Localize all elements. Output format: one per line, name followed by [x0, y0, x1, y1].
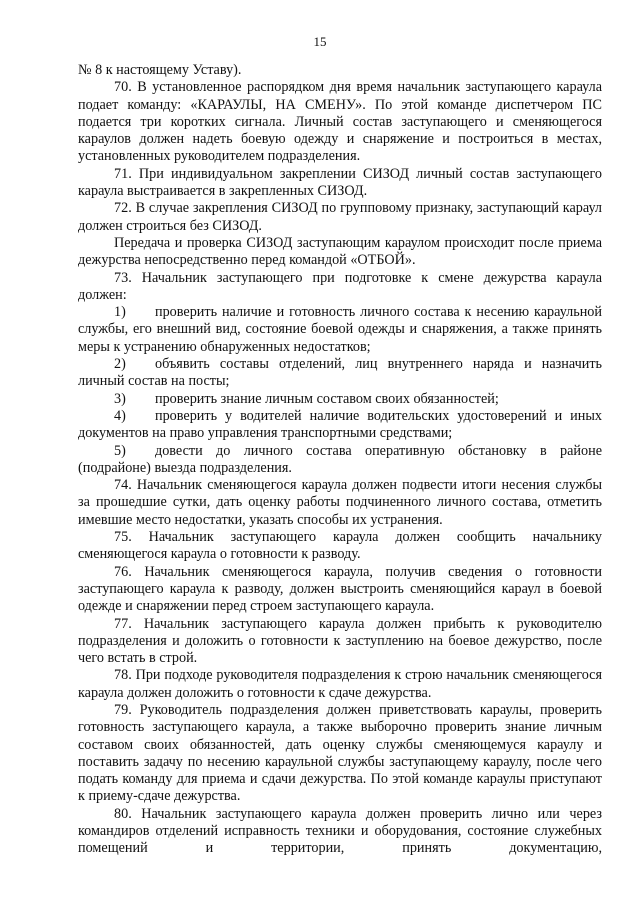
list-item-5	[78, 443, 602, 478]
list-item-number: 2)	[114, 356, 126, 373]
paragraph-76: 76. Начальник сменяющегося караула, получив сведения о готовности заступающего караула к разводу, должен выстроить сменяющийся караул в боевой одежде и снаряжении перед строем заступающего караула.	[78, 563, 602, 615]
paragraph-80: 80. Начальник заступающего караула должен проверить лично или через командиров отделений исправность техники и оборудования, состояние служебных помещений и территории, принять документацию,	[78, 805, 602, 857]
paragraph-72: 72. В случае закрепления СИЗОД по групповому признаку, заступающий караул должен строиться без СИЗОД.	[78, 200, 602, 234]
paragraph-71: 71. При индивидуальном закреплении СИЗОД личный состав заступающего караула выстраивается в закрепленных СИЗОД.	[78, 165, 602, 200]
list-item-number: 4)	[114, 407, 126, 424]
list-item-number: 3)	[114, 390, 126, 407]
list-item-number: 5)	[114, 442, 126, 459]
list-item-text: объявить составы отделений, лиц внутреннего наряда и назначить личный состав на посты;	[78, 356, 602, 390]
paragraph-sizod-transfer: Передача и проверка СИЗОД заступающим караулом происходит после приема дежурства непосредственно перед командой «ОТБОЙ».	[78, 234, 602, 269]
list-item-text: довести до личного состава оперативную обстановку в районе (подрайоне) выезда подразделения.	[78, 442, 602, 476]
list-item-2	[78, 356, 602, 391]
list-item-number: 1)	[114, 304, 126, 321]
list-item-1	[78, 304, 602, 356]
paragraph-77: 77. Начальник заступающего караула должен прибыть к руководителю подразделения и доложить о готовности к заступлению на боевое дежурство, после чего встать в строй.	[78, 615, 602, 667]
paragraph-75: 75. Начальник заступающего караула должен сообщить начальнику сменяющегося караула о готовности к разводу.	[78, 529, 602, 563]
paragraph-70: 70. В установленное распорядком дня время начальник заступающего караула подает команду: «КАРАУЛЫ, НА СМЕНУ». По этой команде диспетчером ПС подается три коротких сигнала. Личный состав заступающего и сменяющегося караулов должен надеть боевую одежду и снаряжение и построиться в местах, установленных руководителем подразделения.	[78, 79, 602, 165]
paragraph-73: 73. Начальник заступающего при подготовке к смене дежурства караула должен:	[78, 269, 602, 303]
list-item-4	[78, 408, 602, 443]
paragraph-74: 74. Начальник сменяющегося караула должен подвести итоги несения службы за прошедшие сутки, дать оценку работы подчиненного личного состава, отметить имевшие место недостатки, указать способы их устранения.	[78, 477, 602, 528]
list-item-text: проверить наличие и готовность личного состава к несению караульной службы, его внешний вид, состояние боевой одежды и снаряжения, а также принять меры к устранению обнаруженных недостатков;	[78, 304, 602, 355]
list-item-text: проверить у водителей наличие водительских удостоверений и иных документов на право управления транспортными средствами;	[78, 407, 602, 442]
list-item-3	[78, 391, 602, 408]
paragraph-79: 79. Руководитель подразделения должен приветствовать караулы, проверить готовность заступающего караула, а также выборочно проверить знание личным составом своих обязанностей, дать оценку службы сменяющемуся караулу и поставить задачу по несению караульной службы заступающему караулу, после чего подать команду для приема и сдачи дежурства. По этой команде караулы приступают к приему-сдаче дежурства.	[78, 701, 602, 805]
list-item-text: проверить знание личным составом своих обязанностей;	[155, 390, 499, 407]
paragraph-continuation: № 8 к настоящему Уставу).	[78, 62, 242, 78]
document-body	[78, 62, 602, 858]
paragraph-78: 78. При подходе руководителя подразделения к строю начальник сменяющегося караула должен доложить о готовности к сдаче дежурства.	[78, 667, 602, 701]
page-number: 15	[313, 34, 327, 49]
